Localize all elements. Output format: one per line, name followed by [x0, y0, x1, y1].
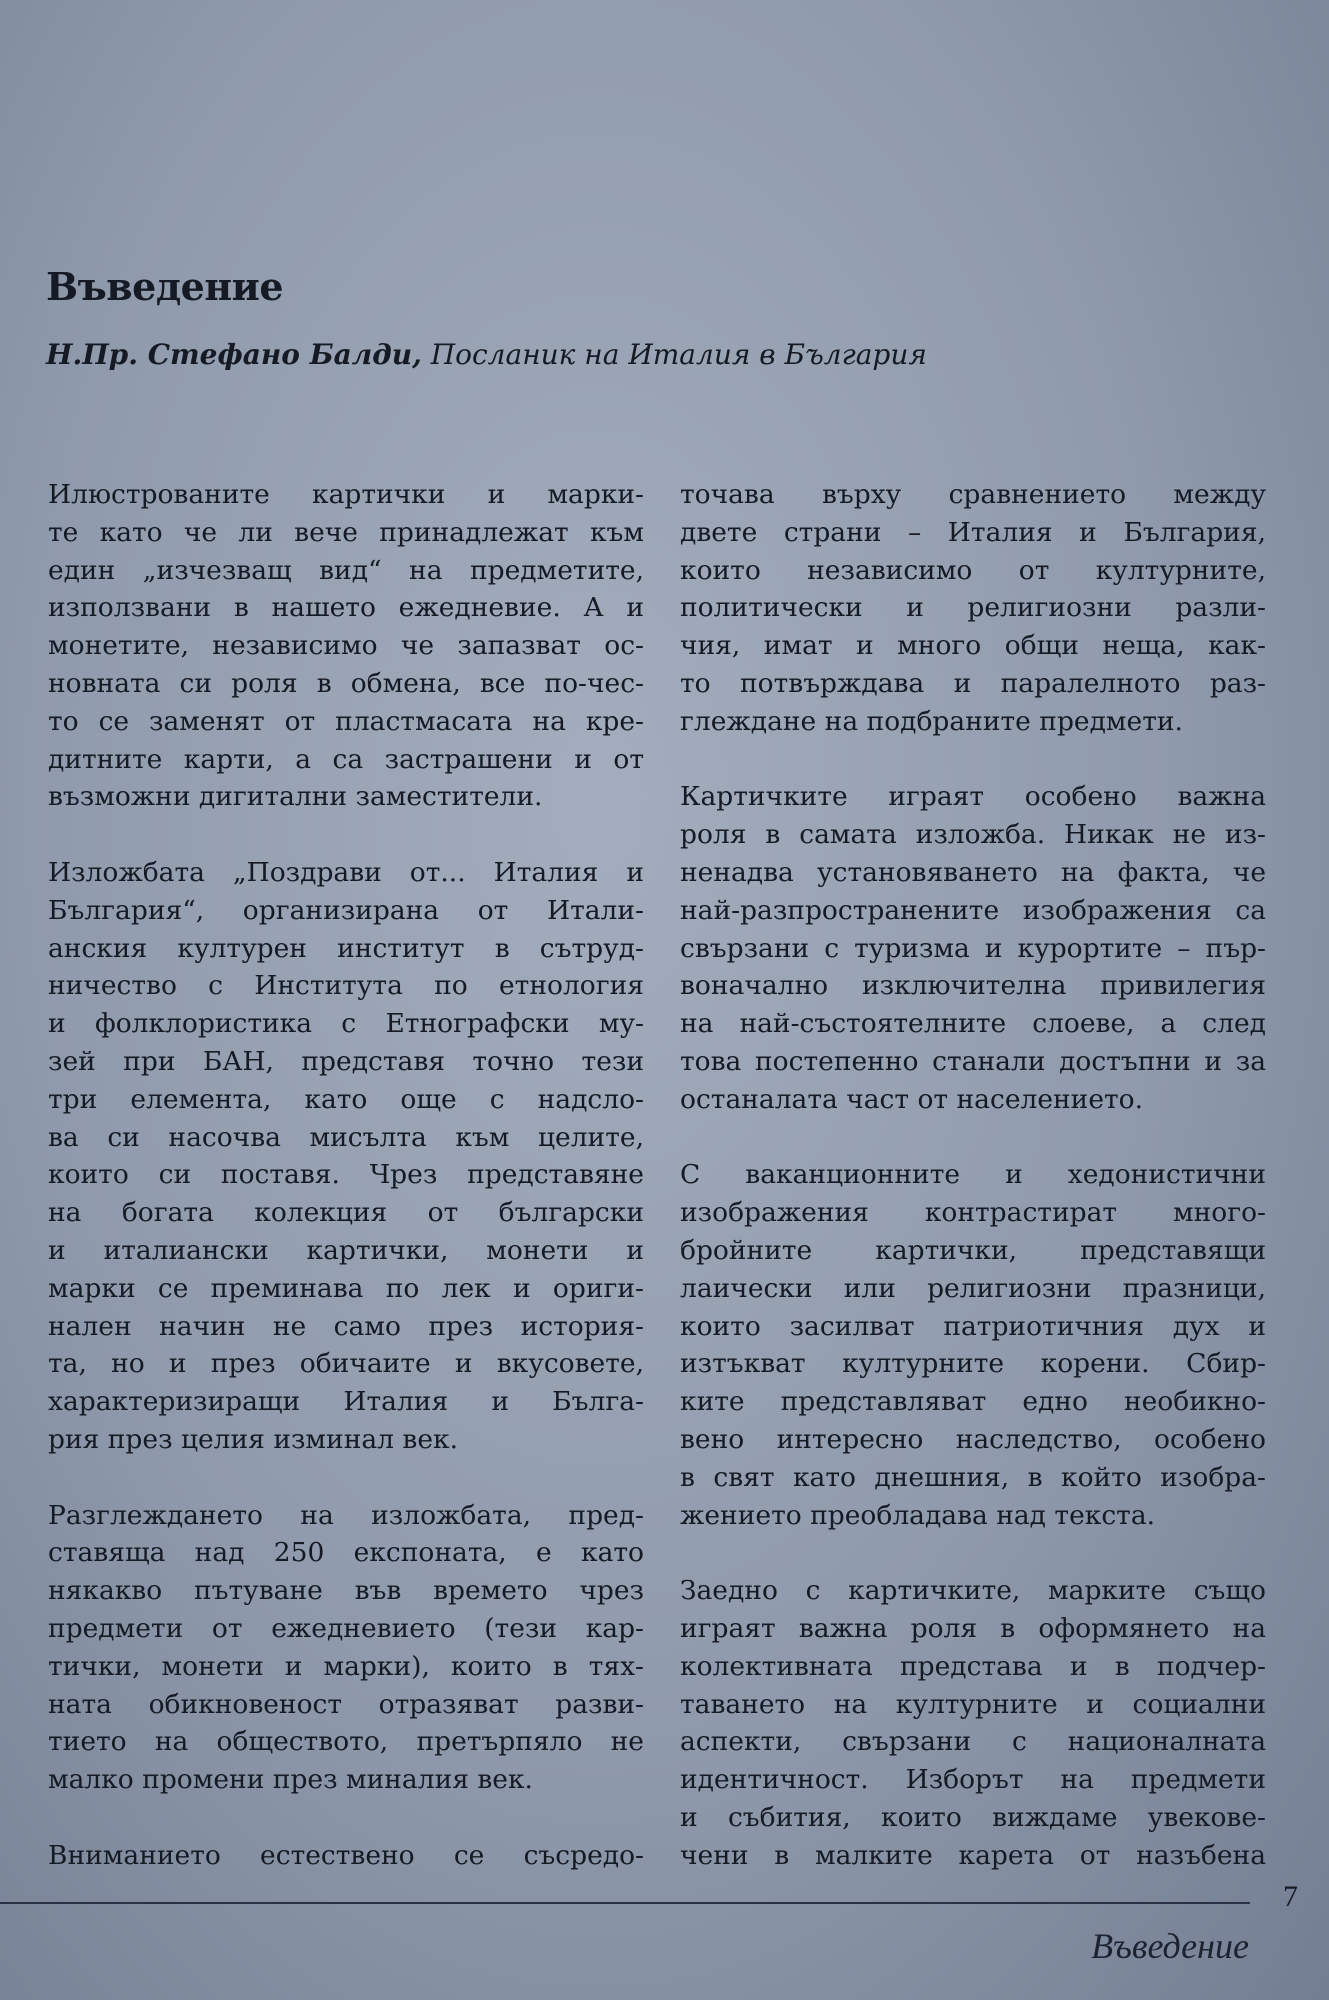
- paragraph: [680, 1156, 1266, 1534]
- text-line: характеризиращи Италия и Бълга-: [48, 1386, 644, 1418]
- text-line: и италиански картички, монети и: [48, 1234, 644, 1266]
- text-line: които независимо от културните,: [680, 554, 1266, 586]
- text-line: България“, организирана от Итали-: [48, 894, 644, 926]
- text-line: двете страни – Италия и България,: [680, 516, 1266, 548]
- text-line: на богата колекция от български: [48, 1197, 644, 1229]
- text-line: Вниманието естествено се съсредо-: [48, 1839, 644, 1871]
- text-line: Изложбата „Поздрави от... Италия и: [48, 856, 644, 888]
- text-line: които си поставя. Чрез представяне: [48, 1159, 644, 1191]
- paragraph: [48, 1497, 644, 1799]
- text-line: то потвърждава и паралелното раз-: [680, 667, 1266, 699]
- text-line: Разглеждането на изложбата, пред-: [48, 1499, 644, 1531]
- text-line: изтъкват културните корени. Сбир-: [680, 1348, 1266, 1380]
- text-line: ките представляват едно необикно-: [680, 1386, 1266, 1418]
- text-line: Заедно с картичките, марките също: [680, 1575, 1266, 1607]
- paragraph: [48, 1837, 644, 1875]
- text-line: в свят като днешния, в който изобра-: [680, 1461, 1266, 1493]
- text-line: монетите, независимо че запазват ос-: [48, 630, 644, 662]
- text-line: дитните карти, а са застрашени и от: [48, 743, 644, 775]
- text-line: Илюстрованите картички и марки-: [48, 479, 644, 510]
- paragraph: [680, 778, 1266, 1118]
- paragraph: [48, 854, 644, 1459]
- text-line: аспекти, свързани с националната: [680, 1726, 1266, 1758]
- paragraph-gap: [680, 741, 1266, 779]
- text-line: използвани в нашето ежедневие. А и: [48, 592, 644, 624]
- text-line: на най-състоятелните слоеве, а след: [680, 1008, 1266, 1040]
- text-line: марки се преминава по лек и ориги-: [48, 1272, 644, 1304]
- text-column-right: [680, 476, 1266, 1874]
- text-line: тието на обществото, претърпяло не: [48, 1726, 644, 1758]
- text-line: политически и религиозни разли-: [680, 592, 1266, 624]
- page-title: Въведение: [46, 264, 284, 309]
- text-line: зей при БАН, представя точно тези: [48, 1045, 644, 1077]
- paragraph: [48, 476, 644, 816]
- text-line: та, но и през обичаите и вкусовете,: [48, 1348, 644, 1380]
- text-line: нален начин не само през история-: [48, 1310, 644, 1342]
- text-line: роля в самата изложба. Никак не из-: [680, 819, 1266, 851]
- text-line: точава върху сравнението между: [680, 479, 1266, 510]
- text-line: ничество с Института по етнология: [48, 970, 644, 1002]
- text-line: воначално изключителна привилегия: [680, 970, 1266, 1002]
- author-line: [46, 338, 927, 371]
- text-line: играят важна роля в оформянето на: [680, 1612, 1266, 1644]
- text-line: лаически или религиозни празници,: [680, 1272, 1266, 1304]
- text-line: идентичност. Изборът на предмети: [680, 1764, 1266, 1796]
- text-line: някакво пътуване във времето чрез: [48, 1575, 644, 1607]
- text-line: един „изчезващ вид“ на предметите,: [48, 554, 644, 586]
- paragraph-gap: [48, 816, 644, 854]
- text-line: три елемента, като още с надсло-: [48, 1083, 644, 1115]
- paragraph-gap: [680, 1534, 1266, 1572]
- text-line: таването на културните и социални: [680, 1688, 1266, 1720]
- author-role: Посланик на Италия в България: [421, 338, 927, 371]
- paragraph-gap: [48, 1799, 644, 1837]
- author-name: Н.Пр. Стефано Балди,: [46, 338, 422, 371]
- text-line: и събития, които виждаме увекове-: [680, 1801, 1266, 1833]
- text-line: тички, монети и марки), които в тях-: [48, 1650, 644, 1682]
- text-line: ставяща над 250 експоната, е като: [48, 1537, 644, 1569]
- text-line: вено интересно наследство, особено: [680, 1423, 1266, 1455]
- text-line: бройните картички, представящи: [680, 1234, 1266, 1266]
- text-line: Картичките играят особено важна: [680, 781, 1266, 813]
- text-line: изображения контрастират много-: [680, 1197, 1266, 1229]
- text-line: ната обикновеност отразяват разви-: [48, 1688, 644, 1720]
- page-number: 7: [1283, 1880, 1298, 1913]
- text-line: жението преобладава над текста.: [680, 1499, 1156, 1531]
- text-line: ненадва установяването на факта, че: [680, 856, 1266, 888]
- footer-rule: [0, 1902, 1250, 1904]
- text-line: те като че ли вече принадлежат към: [48, 516, 644, 548]
- text-line: свързани с туризма и курортите – пър-: [680, 932, 1266, 964]
- text-line: новната си роля в обмена, все по-чес-: [48, 667, 644, 699]
- paragraph: [680, 476, 1266, 741]
- text-line: и фолклористика с Етнографски му-: [48, 1008, 644, 1040]
- text-column-left: [48, 476, 644, 1874]
- text-line: то се заменят от пластмасата на кре-: [48, 705, 644, 737]
- text-line: чени в малките карета от назъбена: [680, 1839, 1266, 1871]
- text-line: малко промени през миналия век.: [48, 1764, 533, 1796]
- text-line: колективната представа и в подчер-: [680, 1650, 1266, 1682]
- text-line: ва си насочва мисълта към целите,: [48, 1121, 644, 1153]
- paragraph-gap: [48, 1459, 644, 1497]
- text-line: които засилват патриотичния дух и: [680, 1310, 1266, 1342]
- text-line: С ваканционните и хедонистични: [680, 1159, 1266, 1191]
- text-line: предмети от ежедневието (тези кар-: [48, 1612, 644, 1644]
- text-line: това постепенно станали достъпни и за: [680, 1045, 1266, 1077]
- text-line: възможни дигитални заместители.: [48, 781, 543, 813]
- paragraph: [680, 1572, 1266, 1874]
- text-line: глеждане на подбраните предмети.: [680, 705, 1183, 737]
- text-line: анския културен институт в сътруд-: [48, 932, 644, 964]
- paragraph-gap: [680, 1119, 1266, 1157]
- text-line: чия, имат и много общи неща, как-: [680, 630, 1266, 662]
- text-line: останалата част от населението.: [680, 1083, 1144, 1115]
- running-title: Въведение: [1091, 1926, 1249, 1966]
- text-line: най-разпространените изображения са: [680, 894, 1266, 926]
- text-line: рия през целия изминал век.: [48, 1423, 459, 1455]
